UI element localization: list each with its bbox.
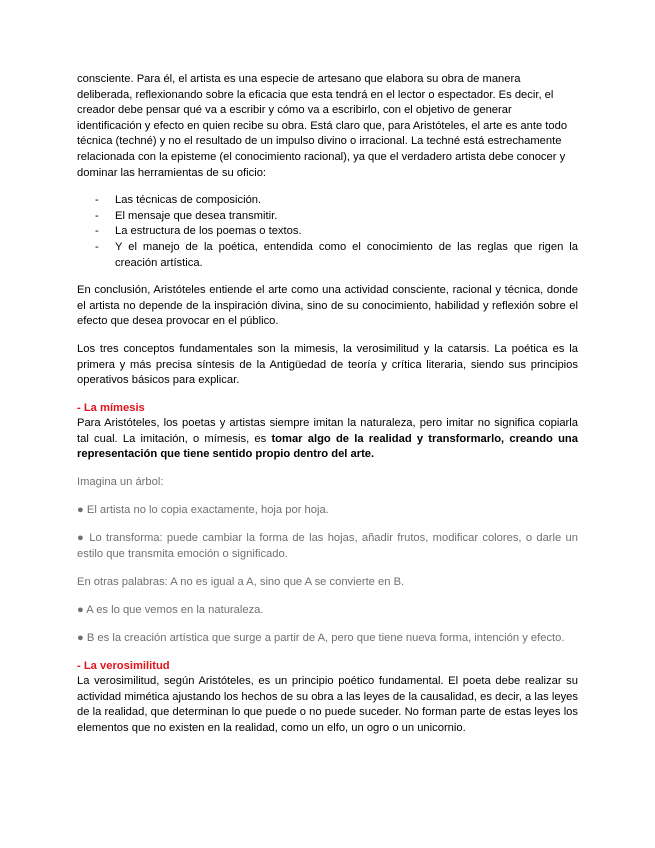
example-bullet: ● Lo transforma: puede cambiar la forma de las hojas, añadir frutos, modificar colores, o darle un estilo que transmita emoción o significado.	[77, 532, 578, 560]
concepts-paragraph: Los tres conceptos fundamentales son la mimesis, la verosimilitud y la catarsis. La poética es la primera y más precisa síntesis de la Antigüedad de teoría y crítica literaria, siendo sus principios operativos básicos para explicar.	[77, 342, 578, 387]
example-bullet: ● El artista no lo copia exactamente, hoja por hoja.	[77, 504, 329, 517]
techniques-list	[77, 193, 578, 271]
mimesis-body-text: Para Aristóteles, los poetas y artistas siempre imitan la naturaleza, pero imitar no significa copiarla tal cual. La imitación, o mímesis, es	[77, 417, 578, 445]
dash-marker: -	[95, 194, 99, 207]
verosimilitud-heading: - La verosimilitud	[77, 659, 170, 672]
dash-marker: -	[95, 240, 99, 253]
intro-paragraph: consciente. Para él, el artista es una especie de artesano que elabora su obra de manera deliberada, reflexionando sobre la eficacia que esta tendrá en el lector o espectador. Es decir, el creador debe pensar qué va a escribir y cómo va a escribirlo, con el objetivo de generar identificación y efecto en quien recibe su obra. Está claro que, para Aristóteles, el arte es ante todo técnica (techné) y no el resultado de un impulso divino o irracional. La techné está estrechamente relacionada con la episteme (el conocimiento racional), ya que el verdadero artista debe conocer y dominar las herramientas de su oficio:	[77, 73, 568, 179]
dash-marker: -	[95, 209, 99, 222]
list-item	[77, 209, 578, 225]
mimesis-bold-text: tomar algo de la realidad y transformarlo, creando una representación que tiene sentido propio dentro del arte.	[77, 432, 578, 461]
document-page	[77, 72, 578, 737]
mimesis-paragraph	[77, 416, 578, 463]
list-item	[77, 193, 578, 209]
mimesis-heading: - La mímesis	[77, 401, 145, 414]
list-item-text: La estructura de los poemas o textos.	[115, 225, 302, 238]
dash-marker: -	[95, 225, 99, 238]
list-item-text: Y el manejo de la poética, entendida como el conocimiento de las reglas que rigen la creación artística.	[115, 240, 578, 269]
example-bullet: ● A es lo que vemos en la naturaleza.	[77, 603, 264, 616]
list-item-text: El mensaje que desea transmitir.	[115, 209, 278, 222]
list-item-text: Las técnicas de composición.	[115, 194, 262, 207]
example-intro: Imagina un árbol:	[77, 476, 164, 489]
example-bullet: ● B es la creación artística que surge a partir de A, pero que tiene nueva forma, intención y efecto.	[77, 631, 565, 644]
example-summary: En otras palabras: A no es igual a A, sino que A se convierte en B.	[77, 575, 405, 588]
list-item	[77, 240, 578, 271]
list-item	[77, 224, 578, 240]
verosimilitud-paragraph: La verosimilitud, según Aristóteles, es un principio poético fundamental. El poeta debe realizar su actividad mimética ajustando los hechos de su obra a las leyes de la causalidad, es decir, a las leyes de la realidad, que determinan lo que puede o no puede suceder. No forman parte de estas leyes los elementos que no existen en la realidad, como un elfo, un ogro o un unicornio.	[77, 675, 578, 734]
conclusion-paragraph: En conclusión, Aristóteles entiende el arte como una actividad consciente, racional y técnica, donde el artista no depende de la inspiración divina, sino de su conocimiento, habilidad y reflexión sobre el efecto que desea provocar en el público.	[77, 284, 578, 328]
